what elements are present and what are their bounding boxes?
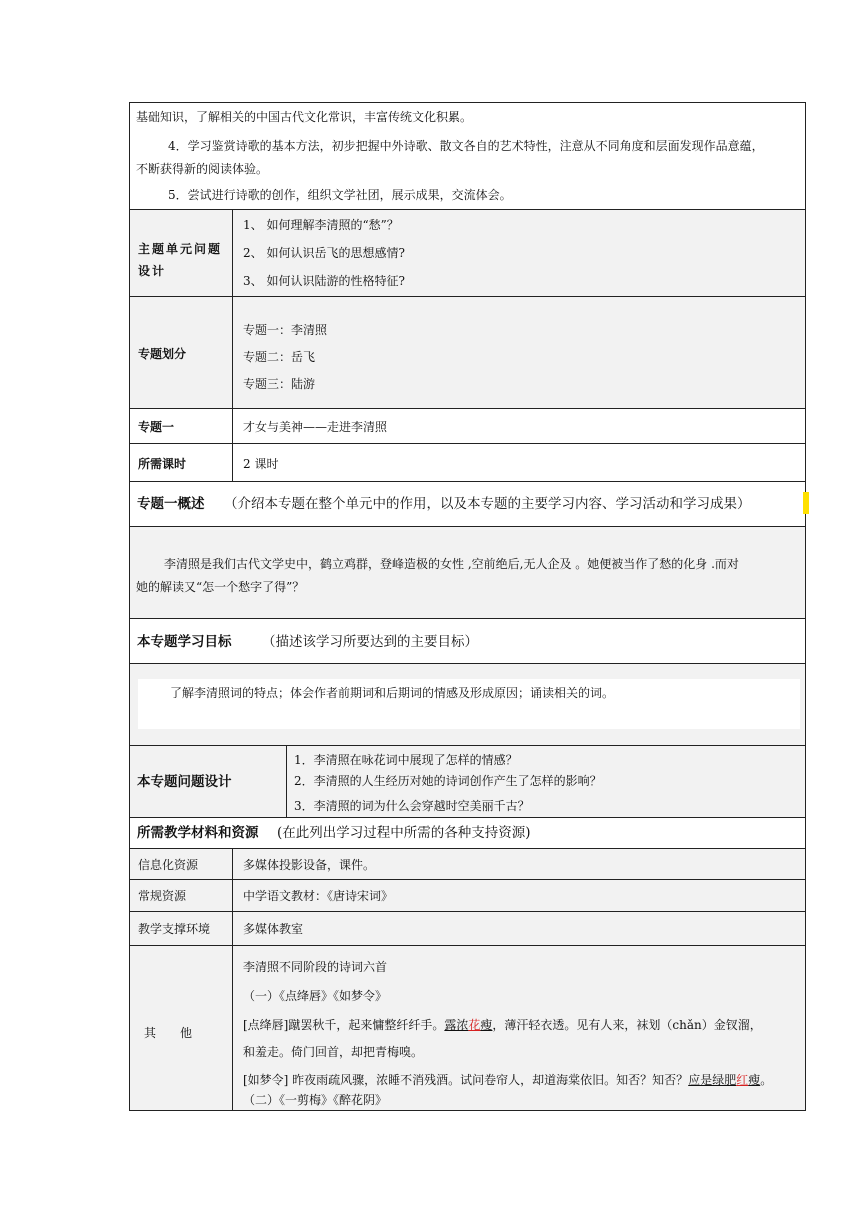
regular-resources-value-cell bbox=[233, 880, 805, 911]
topic-question-1: 1．李清照在咏花词中展现了怎样的情感？ bbox=[294, 753, 518, 767]
poem-1-underline-1: 露浓 bbox=[444, 1018, 469, 1032]
topic-one-row bbox=[129, 408, 806, 443]
other-title: 李清照不同阶段的诗词六首 bbox=[243, 960, 388, 974]
poem-1-post: ，薄汗轻衣透。见有人来，袜划（chǎn）金钗溜， bbox=[492, 1018, 762, 1032]
resources-heading-row bbox=[129, 817, 806, 848]
regular-resources-label-cell bbox=[130, 880, 233, 911]
poem-1-underline-2: 瘦 bbox=[480, 1018, 493, 1032]
goals-text-row bbox=[129, 663, 806, 745]
topic-division-3: 专题三：陆游 bbox=[243, 377, 316, 391]
unit-questions-row bbox=[129, 209, 806, 296]
intro-item-5: 5．尝试进行诗歌的创作，组织文学社团，展示成果，交流体会。 bbox=[168, 188, 512, 202]
hours-row bbox=[129, 443, 806, 481]
poem-1-pre: [点绛唇]蹴罢秋千，起来慵整纤纤手。 bbox=[243, 1018, 445, 1032]
unit-question-2: 2、 如何认识岳飞的思想感情? bbox=[243, 246, 405, 260]
overview-heading-row bbox=[129, 481, 806, 526]
topic-division-label-cell bbox=[130, 297, 233, 408]
poem-dianjiangchun-line2: 和羞走。倚门回首，却把青梅嗅。 bbox=[243, 1045, 424, 1059]
topic-questions-row bbox=[129, 745, 806, 817]
info-resources-value: 多媒体投影设备，课件。 bbox=[243, 858, 376, 872]
poem-2-pre: [如梦令] 昨夜雨疏风骤，浓睡不消残酒。试问卷帘人，却道海棠依旧。知否？知否？ bbox=[243, 1073, 689, 1087]
regular-resources-label: 常规资源 bbox=[138, 889, 187, 903]
teaching-environment-row bbox=[129, 911, 806, 945]
poem-dianjiangchun-line1 bbox=[243, 1018, 762, 1032]
overview-text-b: 她的解读又“怎一个愁字了得”？ bbox=[136, 580, 305, 594]
highlight-mark bbox=[803, 492, 809, 514]
overview-text-row bbox=[129, 526, 806, 618]
info-resources-value-cell bbox=[233, 849, 805, 879]
unit-question-1: 1、 如何理解李清照的“愁”？ bbox=[243, 218, 399, 232]
unit-questions-label: 主题单元问题设计 bbox=[138, 242, 223, 278]
goals-hint: （描述该学习所要达到的主要目标） bbox=[262, 634, 478, 650]
topic-question-3: 3．李清照的词为什么会穿越时空美丽千古？ bbox=[294, 799, 530, 813]
other-label-cell bbox=[130, 946, 233, 1110]
overview-heading: 专题一概述 bbox=[137, 496, 205, 512]
topic-questions-label-cell bbox=[130, 746, 287, 817]
unit-questions-label-cell bbox=[130, 210, 233, 296]
topic-questions-list bbox=[287, 746, 805, 817]
topic-division-2: 专题二：岳飞 bbox=[243, 350, 316, 364]
other-row bbox=[129, 945, 806, 1110]
topic-one-label-cell bbox=[130, 409, 233, 443]
other-label: 其 他 bbox=[144, 1026, 193, 1040]
info-resources-label: 信息化资源 bbox=[138, 858, 199, 872]
resources-heading: 所需教学材料和资源 bbox=[137, 825, 259, 841]
topic-one-value-cell bbox=[233, 409, 805, 443]
hours-label: 所需课时 bbox=[138, 457, 187, 471]
other-content bbox=[233, 946, 805, 1110]
teaching-environment-label-cell bbox=[130, 912, 233, 945]
topic-one-value: 才女与美神——走进李清照 bbox=[243, 420, 388, 434]
topic-questions-label: 本专题问题设计 bbox=[137, 774, 232, 790]
overview-hint: （介绍本专题在整个单元中的作用，以及本专题的主要学习内容、学习活动和学习成果） bbox=[224, 496, 751, 512]
info-resources-label-cell bbox=[130, 849, 233, 879]
regular-resources-row bbox=[129, 879, 806, 911]
intro-item-4b: 不断获得新的阅读体验。 bbox=[136, 162, 269, 176]
goals-text: 了解李清照词的特点；体会作者前期词和后期词的情感及形成原因；诵读相关的词。 bbox=[170, 686, 615, 700]
other-section-1: （一）《点绛唇》《如梦令》 bbox=[243, 989, 388, 1003]
table-bottom-border bbox=[129, 1110, 806, 1111]
goals-heading: 本专题学习目标 bbox=[137, 634, 232, 650]
regular-resources-value: 中学语文教材：《唐诗宋词》 bbox=[243, 889, 394, 903]
info-resources-row bbox=[129, 848, 806, 879]
topic-one-label: 专题一 bbox=[138, 420, 175, 434]
topic-question-2: 2．李清照的人生经历对她的诗词创作产生了怎样的影响？ bbox=[294, 774, 602, 788]
overview-text-a: 李清照是我们古代文学史中，鹤立鸡群，登峰造极的女性 ,空前绝后,无人企及 。她便被当作了愁的化身 .而对 bbox=[164, 557, 739, 571]
topic-division-label: 专题划分 bbox=[138, 347, 187, 361]
poem-2-underline-2: 瘦 bbox=[748, 1073, 761, 1087]
poem-2-post: 。 bbox=[760, 1073, 773, 1087]
hours-label-cell bbox=[130, 444, 233, 481]
poem-1-highlight: 花 bbox=[468, 1018, 481, 1032]
teaching-environment-value-cell bbox=[233, 912, 805, 945]
teaching-environment-value: 多媒体教室 bbox=[243, 922, 304, 936]
lesson-plan-table bbox=[129, 102, 806, 1110]
goals-heading-row bbox=[129, 618, 806, 663]
intro-line: 基础知识，了解相关的中国古代文化常识，丰富传统文化积累。 bbox=[136, 110, 473, 124]
poem-rumengling bbox=[243, 1073, 772, 1087]
intro-item-4a: 4．学习鉴赏诗歌的基本方法，初步把握中外诗歌、散文各自的艺术特性，注意从不同角度和层面发现作品意蕴， bbox=[168, 139, 764, 153]
teaching-environment-label: 教学支撑环境 bbox=[138, 922, 211, 936]
topic-division-row bbox=[129, 296, 806, 408]
poem-2-underline-1: 应是绿肥 bbox=[688, 1073, 737, 1087]
unit-questions-list bbox=[233, 210, 805, 296]
topic-division-list bbox=[233, 297, 805, 408]
topic-division-1: 专题一：李清照 bbox=[243, 323, 328, 337]
other-section-2: （二）《一剪梅》《醉花阴》 bbox=[243, 1093, 388, 1107]
hours-value-cell bbox=[233, 444, 805, 481]
hours-value: 2 课时 bbox=[243, 457, 279, 471]
resources-hint: (在此列出学习过程中所需的各种支持资源) bbox=[277, 825, 531, 841]
unit-question-3: 3、 如何认识陆游的性格特征? bbox=[243, 274, 405, 288]
intro-row bbox=[129, 102, 806, 209]
poem-2-highlight: 红 bbox=[736, 1073, 749, 1087]
